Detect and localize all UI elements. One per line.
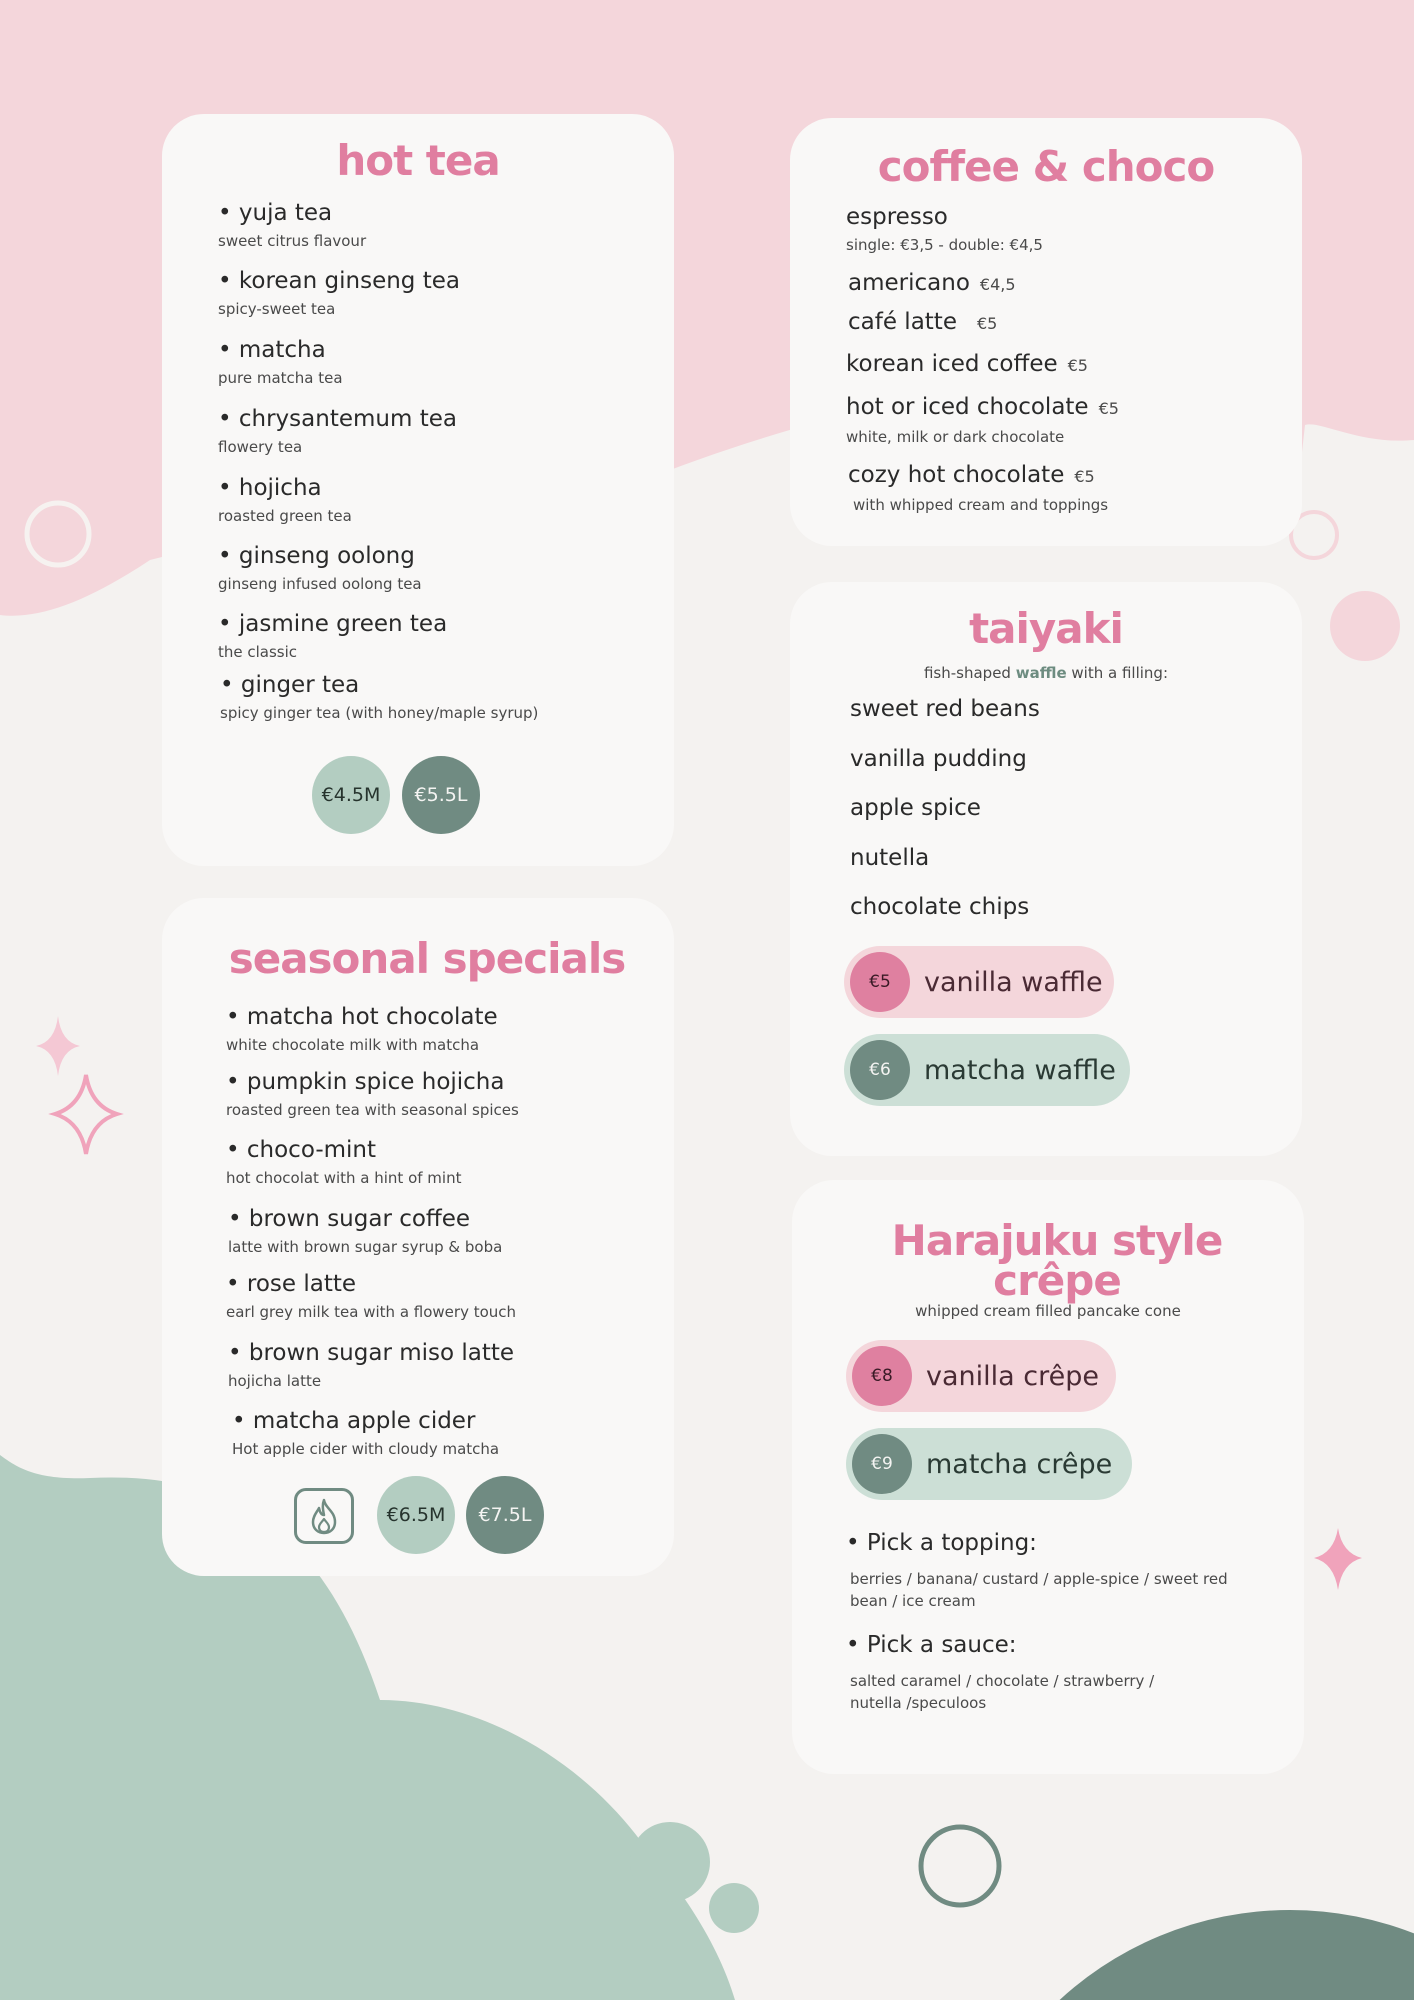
item-desc: white chocolate milk with matcha — [226, 1036, 480, 1054]
menu-item — [846, 392, 1119, 447]
option-label: matcha waffle — [924, 1054, 1116, 1086]
coffee-card — [790, 118, 1302, 546]
menu-item — [232, 1406, 499, 1459]
item-name — [846, 392, 1119, 424]
option-label: matcha crêpe — [926, 1448, 1113, 1480]
price-medium: €6.5M — [377, 1476, 455, 1554]
seasonal-title: seasonal specials — [228, 934, 626, 983]
filling-item: sweet red beans — [850, 696, 1040, 722]
menu-item — [848, 307, 997, 339]
price-large: €7.5L — [466, 1476, 544, 1554]
subtitle-suffix: with a filling: — [1066, 664, 1168, 682]
menu-item — [218, 266, 460, 319]
filling-item: chocolate chips — [850, 894, 1030, 920]
item-title: hot or iced chocolate — [846, 394, 1089, 420]
item-title: cozy hot chocolate — [848, 462, 1065, 488]
crepe-subtitle: whipped cream filled pancake cone — [915, 1302, 1181, 1320]
matcha-crepe-option — [846, 1428, 1132, 1500]
filling-item: vanilla pudding — [850, 746, 1027, 772]
item-name: • matcha hot chocolate — [226, 1004, 498, 1030]
price-large: €5.5L — [402, 756, 480, 834]
menu-item — [228, 1204, 502, 1257]
filling-item: nutella — [850, 845, 930, 871]
filling-item: apple spice — [850, 795, 981, 821]
taiyaki-title: taiyaki — [969, 604, 1123, 653]
item-title: americano — [848, 270, 970, 296]
sparkle-right — [1314, 1528, 1362, 1590]
topping-list: berries / banana/ custard / apple-spice / sweet red bean / ice cream — [850, 1570, 1228, 1610]
item-name: • yuja tea — [218, 200, 333, 226]
menu-item — [220, 670, 538, 723]
price-dot: €5 — [850, 952, 910, 1012]
hot-tea-title: hot tea — [336, 136, 500, 185]
price-dot: €6 — [850, 1040, 910, 1100]
item-desc: spicy ginger tea (with honey/maple syrup) — [220, 704, 539, 722]
item-desc: single: €3,5 - double: €4,5 — [846, 236, 1043, 254]
item-title: café latte — [848, 309, 957, 335]
item-desc: latte with brown sugar syrup & boba — [228, 1238, 503, 1256]
menu-item — [226, 1269, 516, 1322]
item-name: • ginger tea — [220, 672, 360, 698]
item-name — [848, 460, 1108, 492]
item-desc: sweet citrus flavour — [218, 232, 367, 250]
dark-sage-blob — [950, 1910, 1414, 2000]
menu-item — [218, 541, 422, 594]
taiyaki-card — [790, 582, 1302, 1156]
sparkle-large-left — [55, 1075, 117, 1154]
sauce-list: salted caramel / chocolate / strawberry / nutella /speculoos — [850, 1672, 1155, 1712]
sauce-heading: • Pick a sauce: — [846, 1632, 1017, 1658]
item-price: €5 — [1098, 399, 1119, 418]
item-name: espresso — [846, 204, 948, 230]
item-name — [848, 268, 1016, 300]
item-desc: earl grey milk tea with a flowery touch — [226, 1303, 517, 1321]
taiyaki-subtitle — [790, 664, 1302, 682]
menu-item — [218, 404, 457, 457]
item-name: • pumpkin spice hojicha — [226, 1069, 505, 1095]
item-name: • matcha — [218, 337, 326, 363]
item-name: • rose latte — [226, 1271, 357, 1297]
item-price: €5 — [1074, 467, 1095, 486]
item-price: €5 — [976, 314, 998, 333]
hot-tea-card — [162, 114, 674, 866]
crepe-card — [792, 1180, 1304, 1774]
topping-heading: • Pick a topping: — [846, 1530, 1037, 1556]
item-desc: pure matcha tea — [218, 369, 343, 387]
item-price: €4,5 — [979, 275, 1016, 294]
outline-circle-bottom — [921, 1827, 999, 1905]
sparkle-small-left — [36, 1016, 80, 1076]
item-desc: ginseng infused oolong tea — [218, 575, 422, 593]
option-label: vanilla waffle — [924, 966, 1103, 998]
menu-item — [218, 473, 352, 526]
menu-item — [218, 609, 447, 662]
item-name: • korean ginseng tea — [218, 268, 460, 294]
item-desc: white, milk or dark chocolate — [846, 428, 1065, 446]
menu-item — [848, 268, 1016, 300]
price-dot: €8 — [852, 1346, 912, 1406]
menu-item — [846, 349, 1088, 381]
seasonal-card — [162, 898, 674, 1576]
item-desc: Hot apple cider with cloudy matcha — [232, 1440, 500, 1458]
item-title: korean iced coffee — [846, 351, 1058, 377]
vanilla-crepe-option — [846, 1340, 1116, 1412]
sage-bubble — [630, 1822, 710, 1902]
matcha-waffle-option — [844, 1034, 1130, 1106]
item-price: €5 — [1067, 356, 1088, 375]
crepe-title-line1: Harajuku style — [891, 1216, 1223, 1265]
menu-item — [226, 1067, 519, 1120]
subtitle-highlight: waffle — [1015, 664, 1067, 682]
flame-icon — [294, 1488, 354, 1544]
menu-item — [226, 1002, 498, 1055]
item-name — [846, 349, 1088, 381]
menu-item — [848, 460, 1108, 515]
item-name: • matcha apple cider — [232, 1408, 476, 1434]
item-desc: hojicha latte — [228, 1372, 322, 1390]
item-name: • brown sugar miso latte — [228, 1340, 515, 1366]
menu-item — [228, 1338, 514, 1391]
coffee-title: coffee & choco — [877, 142, 1215, 191]
option-label: vanilla crêpe — [926, 1360, 1099, 1392]
menu-item — [218, 335, 343, 388]
vanilla-waffle-option — [844, 946, 1114, 1018]
item-name: • ginseng oolong — [218, 543, 415, 569]
item-desc: with whipped cream and toppings — [853, 496, 1109, 514]
item-desc: roasted green tea with seasonal spices — [226, 1101, 519, 1119]
sage-bubble-small — [709, 1883, 759, 1933]
item-desc: the classic — [218, 643, 298, 661]
price-medium: €4.5M — [312, 756, 390, 834]
menu-item — [218, 198, 366, 251]
item-desc: spicy-sweet tea — [218, 300, 336, 318]
pink-dot-right — [1330, 591, 1400, 661]
item-name — [848, 307, 997, 339]
flame-icon-glyph — [307, 1497, 341, 1535]
item-name: • chrysantemum tea — [218, 406, 457, 432]
crepe-title-line2: crêpe — [993, 1256, 1121, 1305]
price-dot: €9 — [852, 1434, 912, 1494]
item-name: • jasmine green tea — [218, 611, 448, 637]
item-desc: hot chocolat with a hint of mint — [226, 1169, 462, 1187]
item-name: • brown sugar coffee — [228, 1206, 471, 1232]
menu-item — [846, 202, 1043, 255]
item-desc: flowery tea — [218, 438, 303, 456]
menu-item — [226, 1135, 461, 1188]
item-name: • hojicha — [218, 475, 322, 501]
item-name: • choco-mint — [226, 1137, 377, 1163]
item-desc: roasted green tea — [218, 507, 352, 525]
subtitle-prefix: fish-shaped — [923, 664, 1016, 682]
